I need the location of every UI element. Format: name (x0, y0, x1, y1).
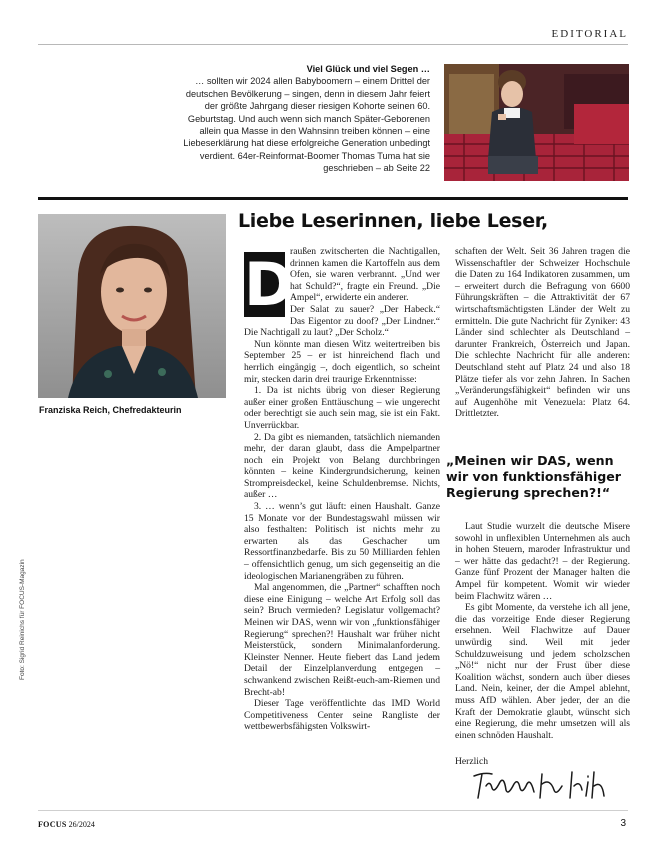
editor-portrait-illustration (38, 214, 226, 398)
article-column-1 (244, 246, 440, 733)
page-number: 3 (620, 818, 626, 829)
paragraph: 3. … wenn’s gut läuft: einen Haushalt. Ganze 15 Monate vor der Bundestagswahl müssen wir also festhalten: Politisch ist nichts mehr zu erwarten als das Geschacher um Ressortfinanzbedarfe. Bis zu 50 Milliarden fehlen – offensichtlich genug, um sich gegenseitig an die ideologischen Marianengräben zu führen. (244, 501, 440, 582)
paragraph: Der Salat zu sauer? „Der Habeck.“ Das Eigentor zu doof? „Der Lindner.“ Die Nachtigall zu laut? „Der Scholz.“ (244, 303, 440, 339)
paragraph: Mal angenommen, die „Partner“ schafften noch diese eine Einigung – welche Art Erfolg soll das sein? Bruch vermieden? Legislatur vollgemacht? Meinen wir DAS, wenn wir von „funktionsfähiger Regierung“ sprechen?! Haushalt war früher nicht Meisterstück, sondern Minimalanforderung. Kleinster Nenner. Heute fiebert das Land jedem Detail der Einzelplanverdung entgegen – schwankend zwischen Reißt-euch-am-Riemen und Brecht-ab! (244, 582, 440, 698)
article-column-2 (455, 246, 630, 420)
paragraph: Dieser Tage veröffentlichte das IMD World Competitiveness Center seine Rangliste der wettbewerbsfähigsten Volkswirt- (244, 698, 440, 733)
paragraph: Nun könnte man diesen Witz weitertreiben bis September 25 – er ist hinreichend flach und herrlich eingängig –, doch eigentlich, so scheint mir, stecken darin drei traurige Erkenntnisse: (244, 338, 440, 385)
paragraph: 1. Da ist nichts übrig von dieser Regierung außer einer großen Enttäuschung – wie ungerecht oder berechtigt sie auch sein mag, sie ist ein Fakt. Unverrückbar. (244, 385, 440, 431)
teaser-text: … sollten wir 2024 allen Babyboomern – einem Drittel der deutschen Bevölkerung – singen, denn in diesem Jahr feiert der größte Jahrgang dieser riesigen Kohorte seinen 60. Geburtstag. Und auch wenn sich manch Später-Geborenen allein qua Masse in den Wahnsinn treiben können – eine Liebeserklärung hat diese erfolgreiche Generation unbedingt verdient. 64er-Reinformat-Boomer Thomas Tuma hat sie geschrieben – ab Seite 22 (183, 76, 430, 174)
footer-issue (38, 820, 95, 829)
issue-number: 26/2024 (68, 820, 95, 829)
section-label: EDITORIAL (551, 28, 628, 40)
teaser-photo (444, 64, 629, 181)
paragraph: schaften der Welt. Seit 36 Jahren tragen die Wissenschaftler der Schweizer Hochschule die Daten zu 164 Indikatoren zusammen, um – erweitert durch die Befragung von 6600 Führungskräften – die Attraktivität der 67 wirtschaftsmächtigsten Länder der Welt zu ermitteln. Die gute Nachricht für Zyniker: 43 Länder sind schlechter als Deutschland – darunter Frankreich, Österreich und Japan. Die schlechte Nachricht für alle anderen: Deutschland steht auf Platz 24 und also 18 Plätze tiefer als vor zehn Jahren. In Sachen „Veränderungsfähigkeit“ befinden wir uns auf Augenhöhe mit Venezuela: Platz 64. Drittletzter. (455, 246, 630, 420)
paragraph: 2. Da gibt es niemanden, tatsächlich niemanden mehr, der daran glaubt, dass die Ampelpartner noch ein Projekt von Belang durchbringen könnten – keine Kindergrundsicherung, keinen Strompreisdeckel, keine Schuldenbremse. Nichts, außer … (244, 431, 440, 501)
lead-paragraph (244, 246, 440, 320)
article-column-2-continued (455, 521, 630, 741)
footer-divider (38, 810, 628, 811)
handwritten-signature (470, 768, 620, 802)
magazine-name: FOCUS (38, 820, 67, 829)
portrait-caption: Franziska Reich, Chefredakteurin (39, 405, 182, 415)
paragraph: Es gibt Momente, da verstehe ich all jene, die das vorzeitige Ende dieser Regierung ersehnen. Weil Flachwitze auf Dauer unwürdig sind. Weil mit jeder Schuldzuweisung und jedem scholzschen „Nö!“ nicht nur der Frust über diese Koalition wächst, sondern auch über dieses Land. Nein, keiner, der die Ampel ablehnt, muss AfD wählen. Aber jeder, der an die Kraft der Demokratie glaubt, wünscht sich eine Regierung, die mehr umsetzen will als einen schnöden Haushalt. (455, 602, 630, 741)
pull-quote: „Meinen wir DAS, wenn wir von funktionsfähiger Regierung sprechen?!“ (446, 453, 622, 500)
section-divider (38, 197, 628, 200)
lead-text: raußen zwitscherten die Nachtigallen, drinnen kamen die Kartoffeln aus dem Ofen, sie waren verbrannt. „Und wer hat Schuld?“, fragte ein Freund. „Die Ampel“, erwiderte ein anderer. (290, 246, 440, 304)
teaser-title: Viel Glück und viel Segen … (306, 64, 430, 74)
portrait-photo (38, 214, 226, 398)
photo-credit: Foto: Sigrid Reinichs für FOCUS-Magazin (19, 559, 26, 680)
header-divider (38, 44, 628, 45)
signature (470, 768, 620, 806)
closing-greeting: Herzlich (455, 756, 489, 767)
paragraph: Laut Studie wurzelt die deutsche Misere sowohl in unflexiblen Unternehmen als auch in hohen Steuern, maroder Infrastruktur und – wer hätte das gedacht?! – der Regierung. Ganze fünf Prozent der Manager halten die Ampel für kompetent. Womit wir wieder beim Flachwitz wären … (455, 521, 630, 602)
article-headline: Liebe Leserinnen, liebe Leser, (238, 210, 548, 232)
drop-cap: D (244, 250, 294, 320)
teaser-block (180, 63, 430, 175)
boy-photo-illustration (444, 64, 629, 181)
